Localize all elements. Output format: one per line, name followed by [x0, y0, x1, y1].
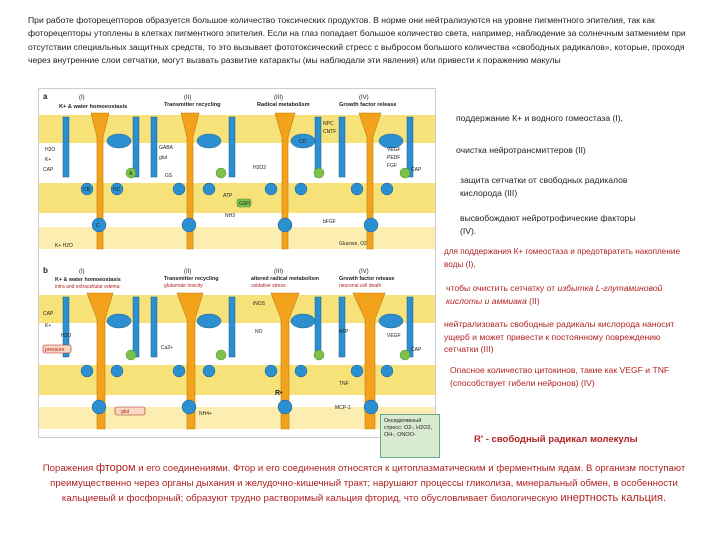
footer-part-1: Поражения	[42, 463, 96, 474]
label-b-mcp: MCP-1	[335, 405, 351, 411]
label-k-h2o: K+ H2O	[55, 243, 73, 249]
label-fgf: FGF	[387, 163, 397, 169]
label-b-radical: R•	[275, 390, 283, 397]
panel-b-subheader-3: oxidative stress	[251, 283, 286, 289]
panel-a-header-3: Radical metabolism	[257, 102, 310, 108]
panel-b-header-1: K+ & water homoeostasis	[55, 277, 121, 283]
footer-part-2: фтором	[95, 462, 136, 474]
panel-b-header-2: Transmitter recycling	[164, 276, 219, 282]
note-6-text-a: чтобы очистить сетчатку от	[446, 283, 558, 293]
panel-a-col-4: (IV)	[359, 95, 369, 101]
label-b-nh4: NH4+	[199, 411, 212, 417]
panel-b-header-3: altered radical metabolism	[251, 276, 320, 282]
label-npc: NPC	[323, 121, 334, 127]
legend-text: Оксидативный стресс: O2-, H2O2, OH-, ONOO-	[384, 418, 433, 438]
panel-b-subheader-2: glutamate toxicity	[164, 283, 203, 289]
panel-a-col-3: (III)	[274, 95, 283, 101]
label-b-atp: ATP	[339, 329, 349, 335]
note-6-text-b: избытка L-глутаминовой кислоты и аммиака	[446, 283, 663, 306]
label-cap-2: CAP	[411, 167, 422, 173]
label-glucose: Glucose, O2	[339, 241, 367, 247]
label-h2o: H2O	[45, 147, 56, 153]
label-gsh: GSH	[239, 201, 250, 207]
label-glut: glut	[159, 155, 168, 161]
panel-b-subheader-4: neuronal cell death	[339, 283, 382, 289]
label-a: A	[129, 171, 133, 177]
note-6-text-c: (II)	[526, 295, 540, 306]
label-b-ca: Ca2+	[161, 345, 174, 351]
panel-b-col-1: (I)	[79, 269, 85, 275]
label-vegf: VEGF	[387, 147, 401, 153]
note-5: для поддержания К+ гомеостаза и предотвратить накопление воды (I),	[444, 247, 680, 269]
footer-paragraph	[28, 461, 700, 507]
label-b-no: NO	[255, 329, 263, 335]
label-bfgf: bFGF	[323, 219, 336, 225]
note-4: высвобождают нейротрофические факторы (IV).	[460, 213, 636, 236]
label-b-h2o: H2O	[61, 333, 72, 339]
label-h2o2: H2O2	[253, 165, 267, 171]
label-atp: ATP	[223, 193, 233, 199]
label-gs: GS	[165, 173, 173, 179]
oxidative-stress-legend	[380, 414, 440, 458]
panel-b-col-3: (III)	[274, 269, 283, 275]
footer-part-3: и его соединениями. Фтор и его соединения относятся к цитоплазматическим и ферментным ядам. В организм поступают преимущественно через органы дыхания и желудочно-кишечный тракт; нарушают процессы гликолиза, минеральный обмен, в особенности кальциевый и фосфорный; образуют трудно растворимый кальция фторид, что обусловливает биологическую	[50, 463, 686, 505]
panel-a-col-1: (I)	[79, 95, 85, 101]
panel-b-col-4: (IV)	[359, 269, 369, 275]
label-cap: CAP	[43, 167, 54, 173]
panel-a-header-2: Transmitter recycling	[164, 102, 221, 108]
panel-a-col-2: (II)	[184, 95, 192, 101]
label-k: K+	[45, 157, 52, 163]
panel-a-letter: a	[43, 92, 48, 101]
label-cntf: CNTF	[323, 129, 337, 135]
label-cb: CB	[83, 187, 90, 193]
label-gaba: GABA	[159, 145, 173, 151]
label-b-glut: glut	[121, 409, 130, 415]
note-1: поддержание К+ и водного гомеостаза (I),	[456, 113, 624, 123]
label-b-tnf: TNF	[339, 381, 349, 387]
label-nh3: NH3	[225, 213, 236, 219]
label-b-vegf: VEGF	[387, 333, 401, 339]
note-8: Опасное количество цитокинов, такие как VEGF и TNF (способствует гибели нейронов) (IV)	[450, 365, 670, 388]
label-b-cap-2: CAP	[411, 347, 422, 353]
panel-b-subheader-1: intra and extracellular edema	[55, 284, 120, 290]
panel-a-header-1: K+ & water homoeostasis	[59, 104, 128, 110]
label-b-cap: CAP	[43, 311, 54, 317]
label-b-k: K+	[45, 323, 52, 329]
label-pedf: PEDF	[387, 155, 401, 161]
panel-b-header-4: Growth factor release	[339, 276, 395, 282]
note-6	[446, 282, 686, 307]
panel-b-letter: b	[43, 266, 48, 275]
label-c: C	[96, 223, 100, 229]
panel-a-header-4: Growth factor release	[339, 102, 397, 108]
label-hc: HC	[113, 187, 121, 193]
label-b-inos: iNOS	[253, 301, 265, 307]
retina-figure	[38, 88, 436, 438]
label-cd: CD	[299, 139, 307, 145]
intro-paragraph: При работе фоторецепторов образуется большое количество токсических продуктов. В норме они нейтрализуются на уровне пигментного эпителия, так как фоторецепторы утоплены в клетках пигментного эпителия. Если на глаз попадает большое количество света, например, наблюдение за солнечным затмением при отсутствии специальных защитных средств, то это вызывает фототоксический стресс с выбросом большого количества «свободных радикалов», которые, проходя через внутренние слои сетчатки, могут вызвать развитие катаракты (мы наблюдали эти явления) или привести к поражению макулы	[28, 15, 686, 66]
footer-part-4: инертность кальция.	[560, 492, 667, 505]
note-2: очистка нейротрансмиттеров (II)	[456, 145, 586, 155]
label-b-pressure: pressure	[45, 347, 65, 353]
radical-definition: R' - свободный радикал молекулы	[474, 434, 638, 445]
panel-b-col-2: (II)	[184, 269, 192, 275]
note-3: защита сетчатки от свободных радикалов кислорода (III)	[460, 175, 628, 198]
retina-diagram	[39, 89, 435, 437]
note-7: нейтрализовать свободные радикалы кислорода наносит ущерб и может привести к постоянному повреждению сетчатки (III)	[444, 319, 675, 355]
